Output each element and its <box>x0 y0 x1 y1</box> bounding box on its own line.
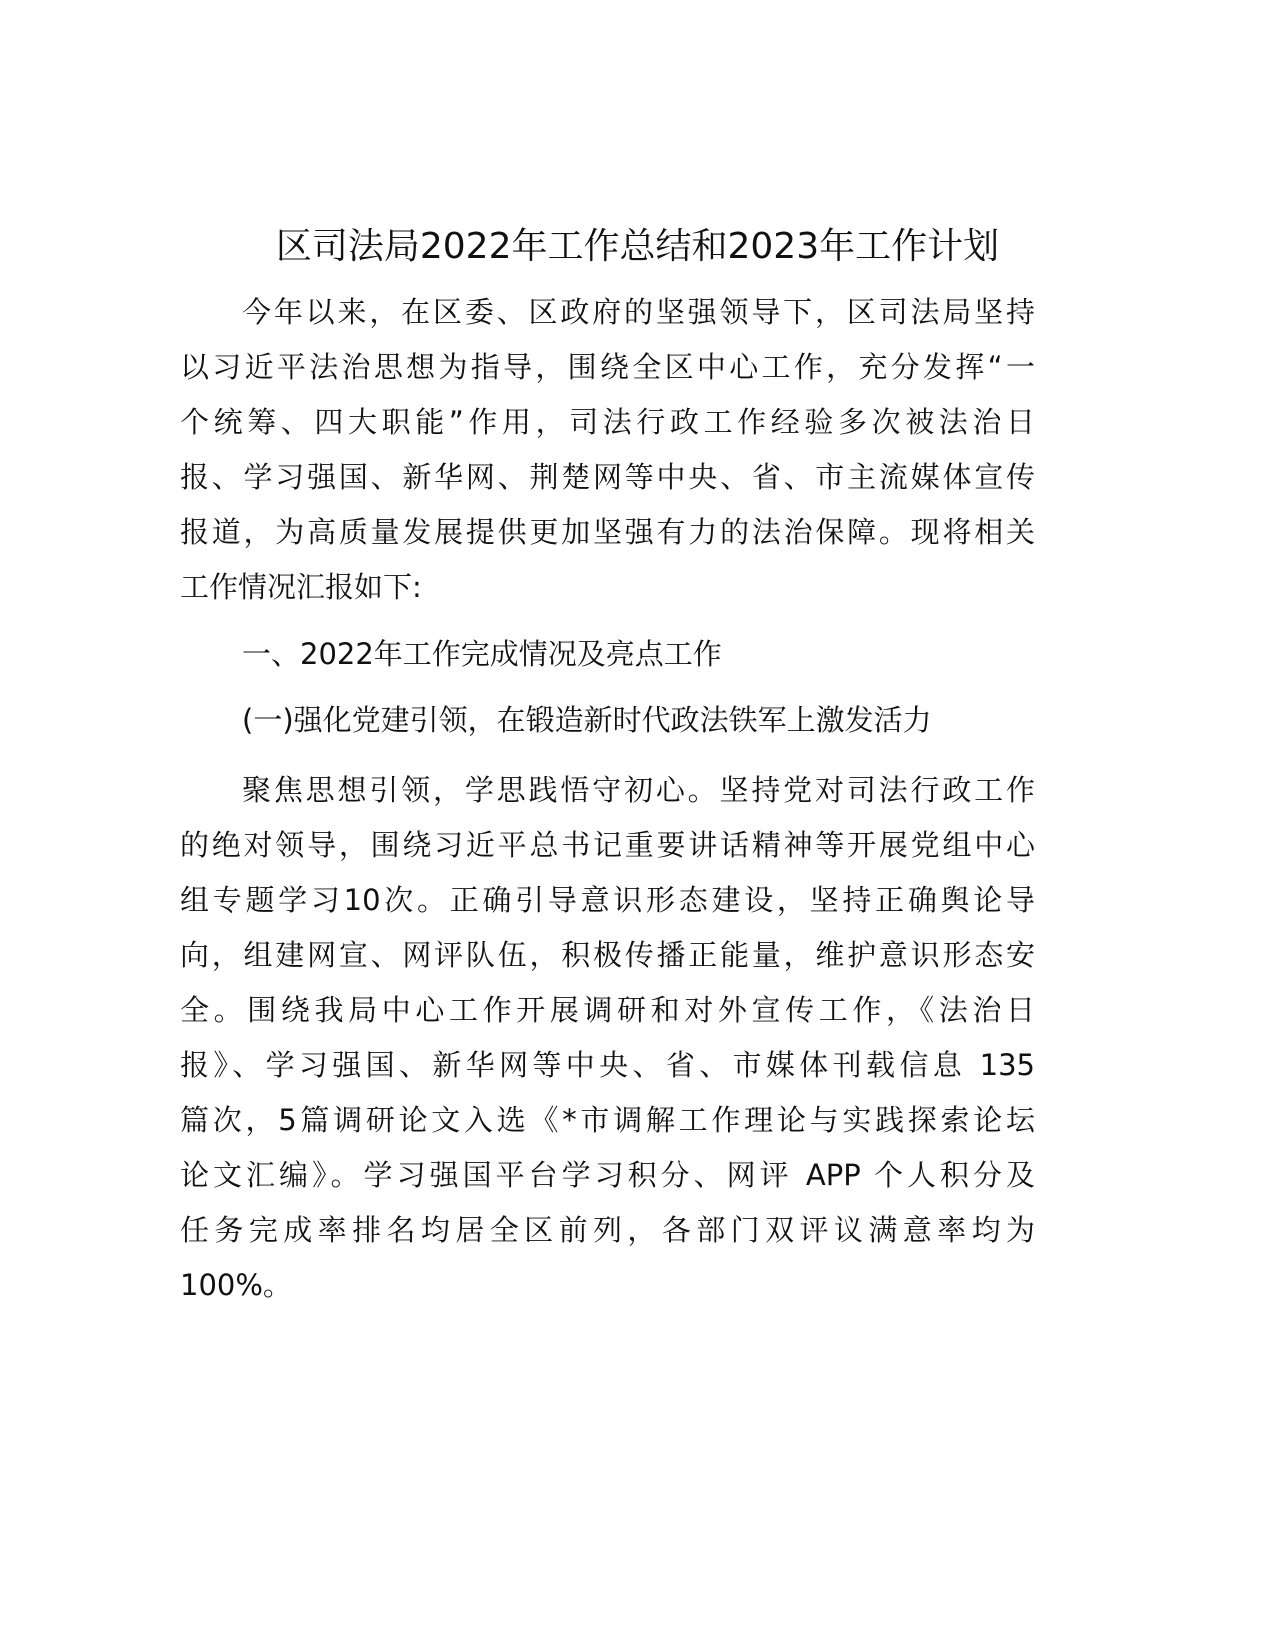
section-heading: 一、2022年工作完成情况及亮点工作 <box>242 637 722 671</box>
paragraph-line: 聚焦思想引领，学思践悟守初心。坚持党对司法行政工作 <box>242 773 1035 807</box>
paragraph-line: 组专题学习10次。正确引导意识形态建设，坚持正确舆论导 <box>180 883 1035 917</box>
paragraph-line: 的绝对领导，围绕习近平总书记重要讲话精神等开展党组中心 <box>180 828 1035 862</box>
paragraph-line: 100%。 <box>180 1268 292 1302</box>
paragraph-line: 论文汇编》。学习强国平台学习积分、网评 APP 个人积分及 <box>180 1158 1035 1192</box>
paragraph-line: 篇次，5篇调研论文入选《*市调解工作理论与实践探索论坛 <box>180 1103 1035 1137</box>
paragraph-line: 报道，为高质量发展提供更加坚强有力的法治保障。现将相关 <box>180 515 1035 549</box>
paragraph-line: 个统筹、四大职能”作用，司法行政工作经验多次被法治日 <box>180 405 1035 439</box>
paragraph-line: 任务完成率排名均居全区前列，各部门双评议满意率均为 <box>180 1213 1035 1247</box>
paragraph-line: 报》、学习强国、新华网等中央、省、市媒体刊载信息 135 <box>180 1048 1035 1082</box>
paragraph-line: 全。围绕我局中心工作开展调研和对外宣传工作，《法治日 <box>180 993 1035 1027</box>
body-paragraph <box>180 763 1035 1313</box>
paragraph-line: 报、学习强国、新华网、荆楚网等中央、省、市主流媒体宣传 <box>180 460 1035 494</box>
paragraph-line: 向，组建网宣、网评队伍，积极传播正能量，维护意识形态安 <box>180 938 1035 972</box>
paragraph-line: 今年以来，在区委、区政府的坚强领导下，区司法局坚持 <box>242 295 1035 329</box>
subsection-heading: (一)强化党建引领，在锻造新时代政法铁军上激发活力 <box>242 703 932 737</box>
paragraph-line: 以习近平法治思想为指导，围绕全区中心工作，充分发挥“一 <box>180 350 1035 384</box>
intro-paragraph <box>180 285 1035 615</box>
document-title: 区司法局2022年工作总结和2023年工作计划 <box>275 226 1000 267</box>
paragraph-line: 工作情况汇报如下: <box>180 570 422 604</box>
